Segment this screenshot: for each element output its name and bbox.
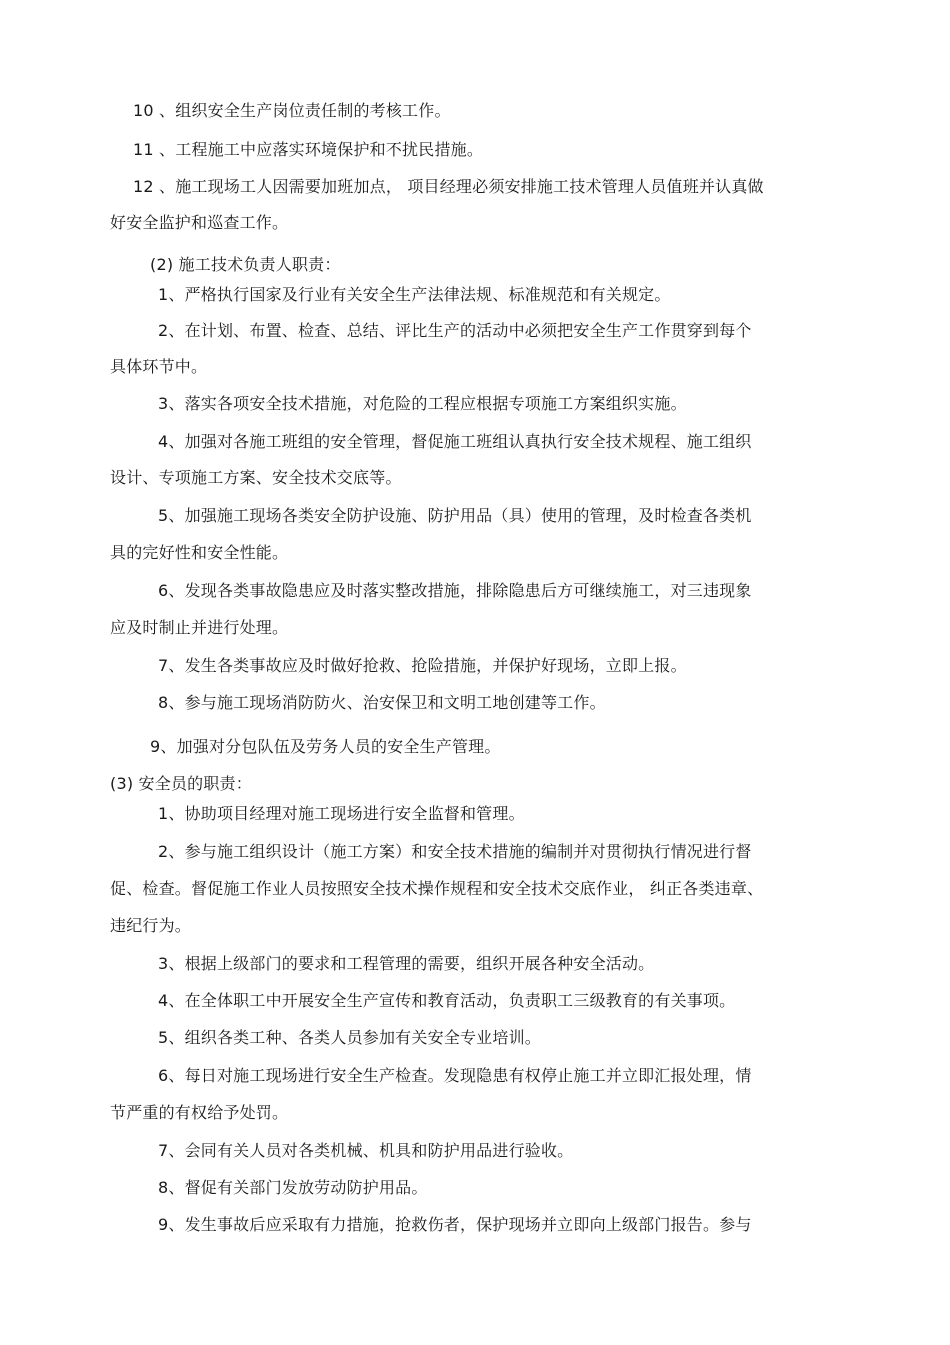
- list-item-cont: 促、检查。督促施工作业人员按照安全技术操作规程和安全技术交底作业， 纠正各类违章、: [110, 879, 764, 898]
- list-item: 7、会同有关人员对各类机械、机具和防护用品进行验收。: [158, 1141, 574, 1160]
- list-item: 4、加强对各施工班组的安全管理，督促施工班组认真执行安全技术规程、施工组织: [158, 432, 752, 451]
- item-10: 10 、组织安全生产岗位责任制的考核工作。: [133, 101, 451, 120]
- list-item-cont: 违纪行为。: [110, 916, 192, 935]
- list-item: 6、发现各类事故隐患应及时落实整改措施，排除隐患后方可继续施工，对三违现象: [158, 581, 752, 600]
- list-item: 4、在全体职工中开展安全生产宣传和教育活动，负责职工三级教育的有关事项。: [158, 991, 736, 1010]
- list-item: 5、加强施工现场各类安全防护设施、防护用品（具）使用的管理，及时检查各类机: [158, 506, 752, 525]
- section-heading-3: (3) 安全员的职责：: [110, 774, 252, 793]
- list-item: 5、组织各类工种、各类人员参加有关安全专业培训。: [158, 1028, 541, 1047]
- list-item: 1、严格执行国家及行业有关安全生产法律法规、标准规范和有关规定。: [158, 285, 671, 304]
- list-item: 8、参与施工现场消防防火、治安保卫和文明工地创建等工作。: [158, 693, 606, 712]
- list-item-cont: 设计、专项施工方案、安全技术交底等。: [110, 468, 402, 487]
- list-item: 2、在计划、布置、检查、总结、评比生产的活动中必须把安全生产工作贯穿到每个: [158, 321, 752, 340]
- list-item: 3、落实各项安全技术措施，对危险的工程应根据专项施工方案组织实施。: [158, 394, 687, 413]
- list-item: 9、发生事故后应采取有力措施，抢救伤者，保护现场并立即向上级部门报告。参与: [158, 1215, 752, 1234]
- section-heading-2: (2) 施工技术负责人职责：: [150, 255, 341, 274]
- list-item: 3、根据上级部门的要求和工程管理的需要，组织开展各种安全活动。: [158, 954, 655, 973]
- list-item: 9、加强对分包队伍及劳务人员的安全生产管理。: [150, 737, 501, 756]
- item-12-cont: 好安全监护和巡查工作。: [110, 213, 289, 232]
- item-12: 12 、施工现场工人因需要加班加点， 项目经理必须安排施工技术管理人员值班并认真做: [133, 177, 764, 196]
- list-item-cont: 节严重的有权给予处罚。: [110, 1103, 289, 1122]
- list-item: 6、每日对施工现场进行安全生产检查。发现隐患有权停止施工并立即汇报处理，情: [158, 1066, 752, 1085]
- list-item: 1、协助项目经理对施工现场进行安全监督和管理。: [158, 804, 525, 823]
- list-item-cont: 应及时制止并进行处理。: [110, 618, 289, 637]
- list-item-cont: 具体环节中。: [110, 357, 208, 376]
- list-item-cont: 具的完好性和安全性能。: [110, 543, 289, 562]
- list-item: 8、督促有关部门发放劳动防护用品。: [158, 1178, 428, 1197]
- list-item: 7、发生各类事故应及时做好抢救、抢险措施，并保护好现场，立即上报。: [158, 656, 687, 675]
- item-11: 11 、工程施工中应落实环境保护和不扰民措施。: [133, 140, 484, 159]
- list-item: 2、参与施工组织设计（施工方案）和安全技术措施的编制并对贯彻执行情况进行督: [158, 842, 752, 861]
